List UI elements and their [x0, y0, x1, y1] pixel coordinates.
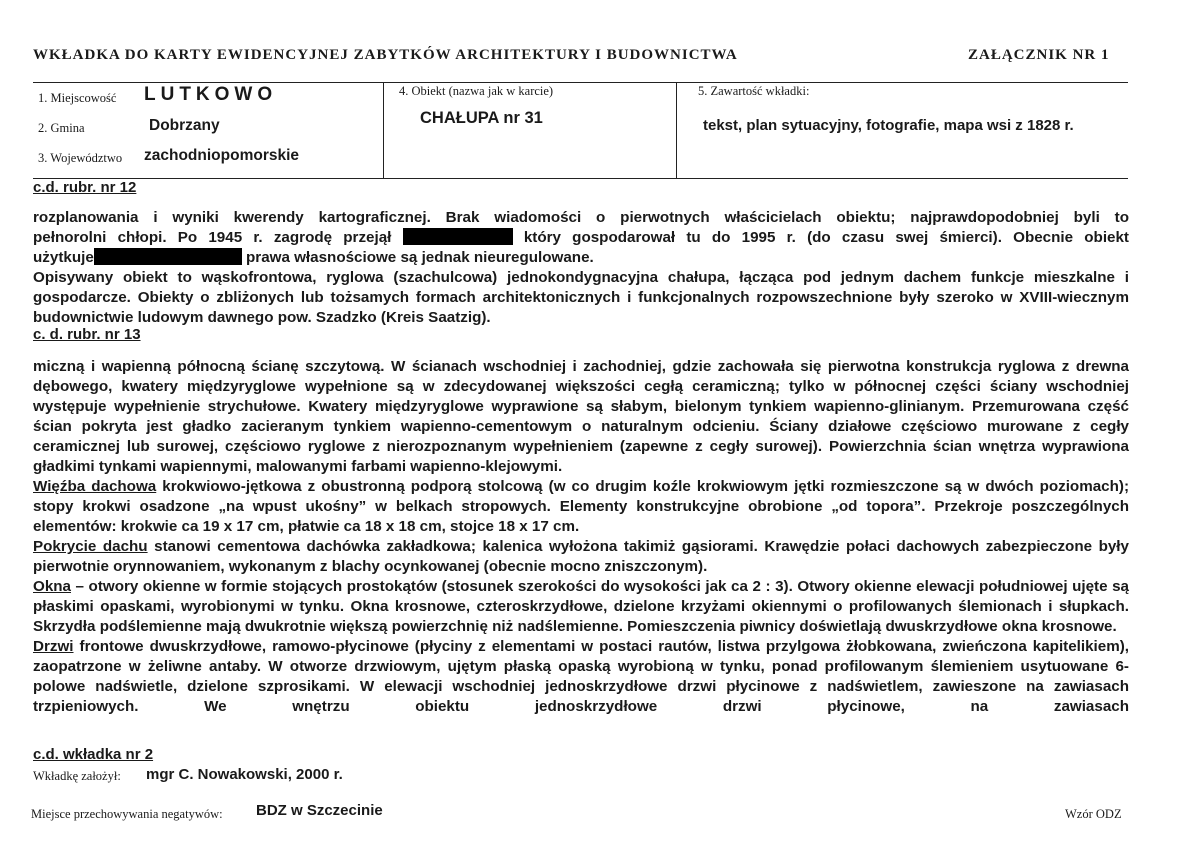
storage-value: BDZ w Szczecinie: [256, 802, 383, 819]
commune-label: 2. Gmina: [38, 121, 85, 135]
object-label: 4. Obiekt (nazwa jak w karcie): [399, 84, 554, 98]
form-model: Wzór ODZ: [1065, 807, 1122, 821]
form-title: WKŁADKA DO KARTY EWIDENCYJNEJ ZABYTKÓW ARCHITEKTURY I BUDOWNICTWA: [33, 47, 738, 63]
section13-text: [33, 357, 1129, 717]
roof-cover-heading: Pokrycie dachu: [33, 538, 148, 555]
contents-label: 5. Zawartość wkładki:: [698, 84, 810, 98]
doors-paragraph: Drzwi frontowe dwuskrzydłowe, ramowo-płycinowe (płyciny z elementami w postaci rautów, listwa przylgowa żłobkowana, zwieńczona kapitelikiem), zaopatrzone w żeliwne antaby. W otworze drzwiowym, ujętym płaską opaską wyrobioną w tynku, ponad profilowanym ślemieniem usytuowane 6-polowe nadświetle, dzielone szprosikami. W elewacji wschodniej jednoskrzydłowe drzwi płycinowe z nadświetlem, zawieszone na zawiasach trzpieniowych. We wnętrzu obiektu jednoskrzydłowe drzwi płycinowe, na zawiasach: [33, 638, 1129, 715]
storage-label: Miejsce przechowywania negatywów:: [31, 807, 223, 821]
roof-cover-paragraph: Pokrycie dachu stanowi cementowa dachówka zakładkowa; kalenica wyłożona takimiż gąsiorami. Krawędzie połaci dachowych zabezpieczone były pierwotnie orynnowaniem, wykonanym z blachy ocynkowanej (obecnie mocno zniszczonym).: [33, 538, 1129, 575]
continued-note: c.d. wkładka nr 2: [33, 746, 154, 763]
prepared-value: mgr C. Nowakowski, 2000 r.: [146, 766, 343, 783]
redaction-block: [403, 228, 513, 245]
column-divider: [383, 83, 384, 179]
section12-heading: c.d. rubr. nr 12: [33, 179, 137, 196]
doors-heading: Drzwi: [33, 638, 74, 655]
annex-label: ZAŁĄCZNIK NR 1: [968, 47, 1110, 63]
section12-line: użytkuje prawa własnościowe są jednak nieuregulowane.: [33, 249, 594, 266]
top-rule: [33, 82, 1128, 83]
section13-heading: c. d. rubr. nr 13: [33, 326, 141, 343]
voivodeship-value: zachodniopomorskie: [144, 147, 300, 164]
commune-value: Dobrzany: [149, 117, 220, 134]
voivodeship-label: 3. Województwo: [38, 151, 123, 165]
fields-rule: [33, 178, 1128, 179]
roof-structure-paragraph: Więźba dachowa krokwiowo-jętkowa z obustronną podporą stolcową (w co drugim koźle krokwiowym jętki rozmieszczone są w dwóch poziomach); stopy krokwi osadzone „na wpust ukośny” w belkach stropowych. Elementy konstrukcyjne obrobione „od topora”. Przekroje poszczególnych elementów: krokwie ca 19 x 17 cm, płatwie ca 18 x 18 cm, stojce 18 x 17 cm.: [33, 478, 1129, 535]
windows-heading: Okna: [33, 578, 71, 595]
section12-paragraph: Opisywany obiekt to wąskofrontowa, ryglowa (szachulcowa) jednokondygnacyjna chałupa, łącząca pod jednym dachem funkcje mieszkalne i gospodarcze. Obiekty o zbliżonych lub tożsamych formach architektonicznych i funkcjonalnych rozpowszechnione były szeroko w XVIII-wiecznym budownictwie ludowym dawnego pow. Szadzko (Kreis Saatzig).: [33, 269, 1129, 326]
locality-value: LUTKOWO: [144, 84, 278, 105]
section12-line: rozplanowania i wyniki kwerendy kartograficznej. Brak wiadomości o pierwotnych właścicielach obiektu; najprawdopodobniej byli to: [33, 209, 1129, 226]
locality-label: 1. Miejscowość: [38, 91, 117, 105]
windows-paragraph: Okna – otwory okienne w formie stojących prostokątów (stosunek szerokości do wysokości jak ca 2 : 3). Otwory okienne elewacji południowej ujęte są płaskimi opaskami, wyrobionymi w tynku. Okna krosnowe, czteroskrzydłowe, dzielone krzyżami okiennymi o profilowanych ślemionach i słupkach. Skrzydła podślemienne mają dwukrotnie większą powierzchnię niż nadślemienne. Pomieszczenia piwnicy doświetlają dwuskrzydłowe okna krosnowe.: [33, 578, 1129, 635]
walls-paragraph: miczną i wapienną północną ścianę szczytową. W ścianach wschodniej i zachodniej, gdzie zachowała się pierwotna konstrukcja ryglowa z drewna dębowego, kwatery międzyryglowe wypełnione są w zdecydowanej większości cegłą ceramiczną; tylko w północnej części ściany wschodniej występuje wypełnienie strychułowe. Kwatery międzyryglowe wyprawione są słabym, bielonym tynkiem wapienno-glinianym. Przemurowana część ścian pokryta jest gładko zacieranym tynkiem wapienno-cementowym o naturalnym odcieniu. Ściany działowe częściowo murowane z cegły ceramicznej lub surowej, częściowo ryglowe z nierozpoznanym wypełnieniem (zapewne z cegły surowej). Powierzchnia ścian wnętrza wyprawiona gładkimi tynkami wapiennymi, malowanymi farbami wapienno-klejowymi.: [33, 358, 1129, 475]
column-divider: [676, 83, 677, 179]
prepared-label: Wkładkę założył:: [33, 769, 121, 783]
object-value: CHAŁUPA nr 31: [420, 109, 543, 127]
contents-value: tekst, plan sytuacyjny, fotografie, mapa wsi z 1828 r.: [703, 117, 1074, 134]
roof-structure-heading: Więźba dachowa: [33, 478, 157, 495]
redaction-block: [94, 248, 242, 265]
section12-line: pełnorolni chłopi. Po 1945 r. zagrodę przejął który gospodarował tu do 1995 r. (do czasu swej śmierci). Obecnie obiekt: [33, 229, 1129, 246]
section12-text: [33, 208, 1129, 328]
